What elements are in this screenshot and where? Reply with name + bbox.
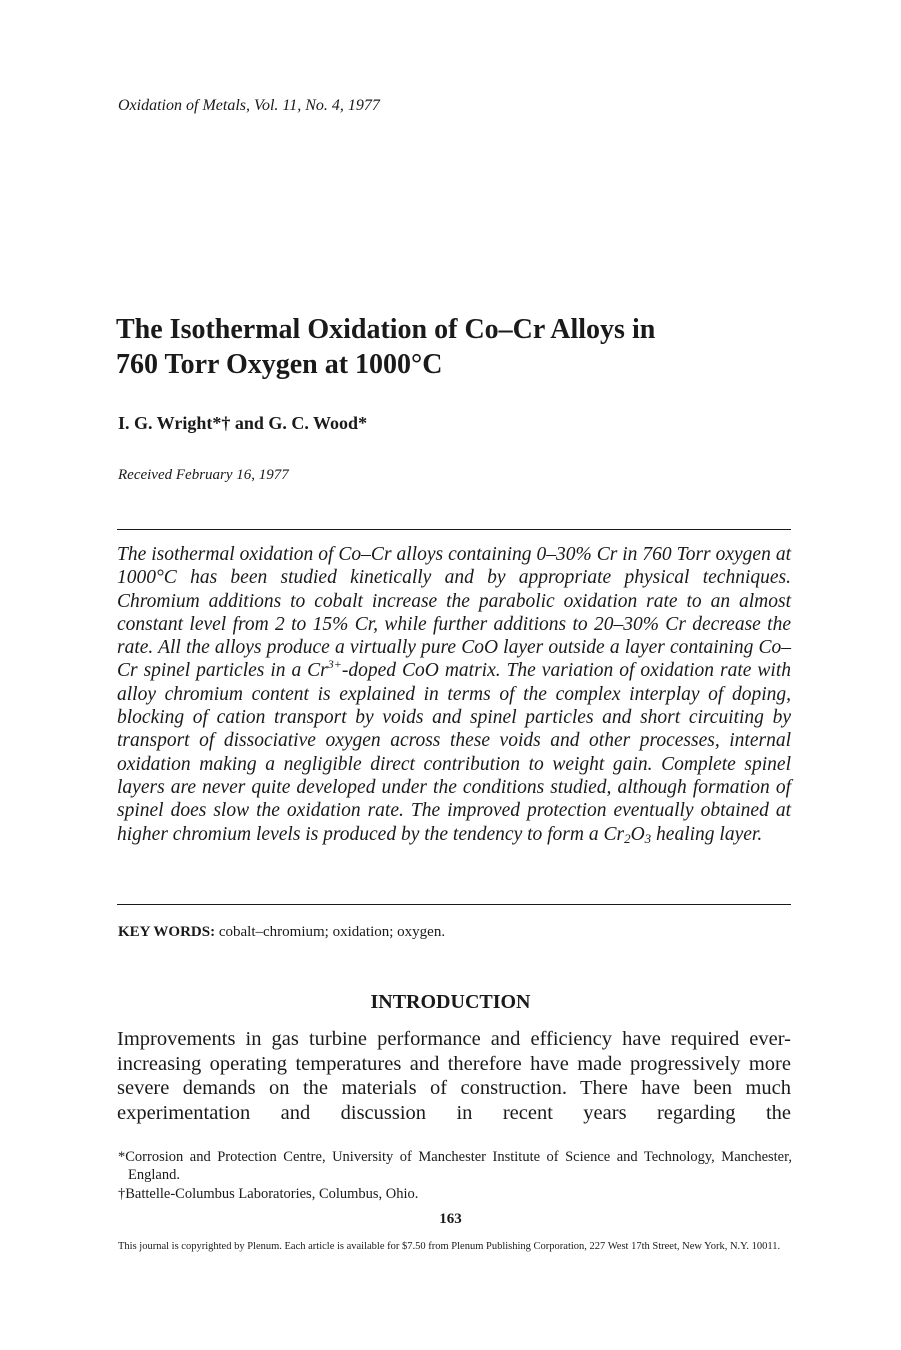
title-line-2: 760 Torr Oxygen at 1000°C — [116, 349, 443, 380]
keywords-label: KEY WORDS: — [118, 924, 216, 940]
abstract-part-1: The isothermal oxidation of Co–Cr alloys containing 0–30% Cr in 760 Torr oxygen at 1000°C has been studied kinetically and by appropriate physical techniques. Chromium additions to cobalt increase the parabolic oxidation rate to an almost constant level from 2 to 15% Cr, while further additions to 20–30% Cr decrease the rate. All the alloys produce a virtually pure CoO layer outside a layer containing Co–Cr spinel particles in a Cr — [117, 544, 791, 682]
abstract-part-4: healing layer. — [651, 823, 763, 845]
keywords-text: cobalt–chromium; oxidation; oxygen. — [218, 924, 446, 940]
footnote-affiliation-2: †Battelle-Columbus Laboratories, Columbus, Ohio. — [118, 1186, 419, 1202]
abstract-part-3: O — [630, 823, 645, 845]
authors: I. G. Wright*† and G. C. Wood* — [118, 413, 368, 433]
footnote-affiliation-1: *Corrosion and Protection Centre, University of Manchester Institute of Science and Technology, Manchester, England. — [118, 1149, 792, 1183]
abstract-top-rule — [117, 529, 791, 530]
abstract-subscript-1: 2 — [624, 830, 631, 846]
paper-title — [116, 312, 796, 382]
journal-header: Oxidation of Metals, Vol. 11, No. 4, 1977 — [118, 97, 380, 114]
abstract-superscript: 3+ — [327, 657, 342, 672]
keywords — [118, 922, 445, 942]
abstract-part-2: -doped CoO matrix. The variation of oxidation rate with alloy chromium content is explained in terms of the complex interplay of doping, blocking of cation transport by voids and spinel particles and short circuiting by transport of dissociative oxygen across these voids and other processes, internal oxidation making a negligible direct contribution to weight gain. Complete spinel layers are never quite developed under the conditions studied, although formation of spinel does slow the oxidation rate. The improved protection eventually obtained at higher chromium levels is produced by the tendency to form a Cr — [117, 660, 791, 845]
abstract — [117, 543, 791, 846]
abstract-bottom-rule — [117, 904, 791, 905]
abstract-subscript-2: 3 — [644, 830, 652, 846]
page-number: 163 — [439, 1211, 462, 1227]
copyright-notice: This journal is copyrighted by Plenum. Each article is available for $7.50 from Plenum Publishing Corporation, 227 West 17th Street, New York, N.Y. 10011. — [118, 1241, 781, 1252]
title-line-1: The Isothermal Oxidation of Co–Cr Alloys in — [116, 314, 656, 345]
introduction-text: Improvements in gas turbine performance and efficiency have required ever-increasing operating temperatures and therefore have made progressively more severe demands on the materials of construction. There have been much experimentation and discussion in recent years regarding the — [117, 1028, 791, 1124]
section-heading-introduction: INTRODUCTION — [370, 991, 531, 1013]
received-date: Received February 16, 1977 — [118, 467, 289, 483]
